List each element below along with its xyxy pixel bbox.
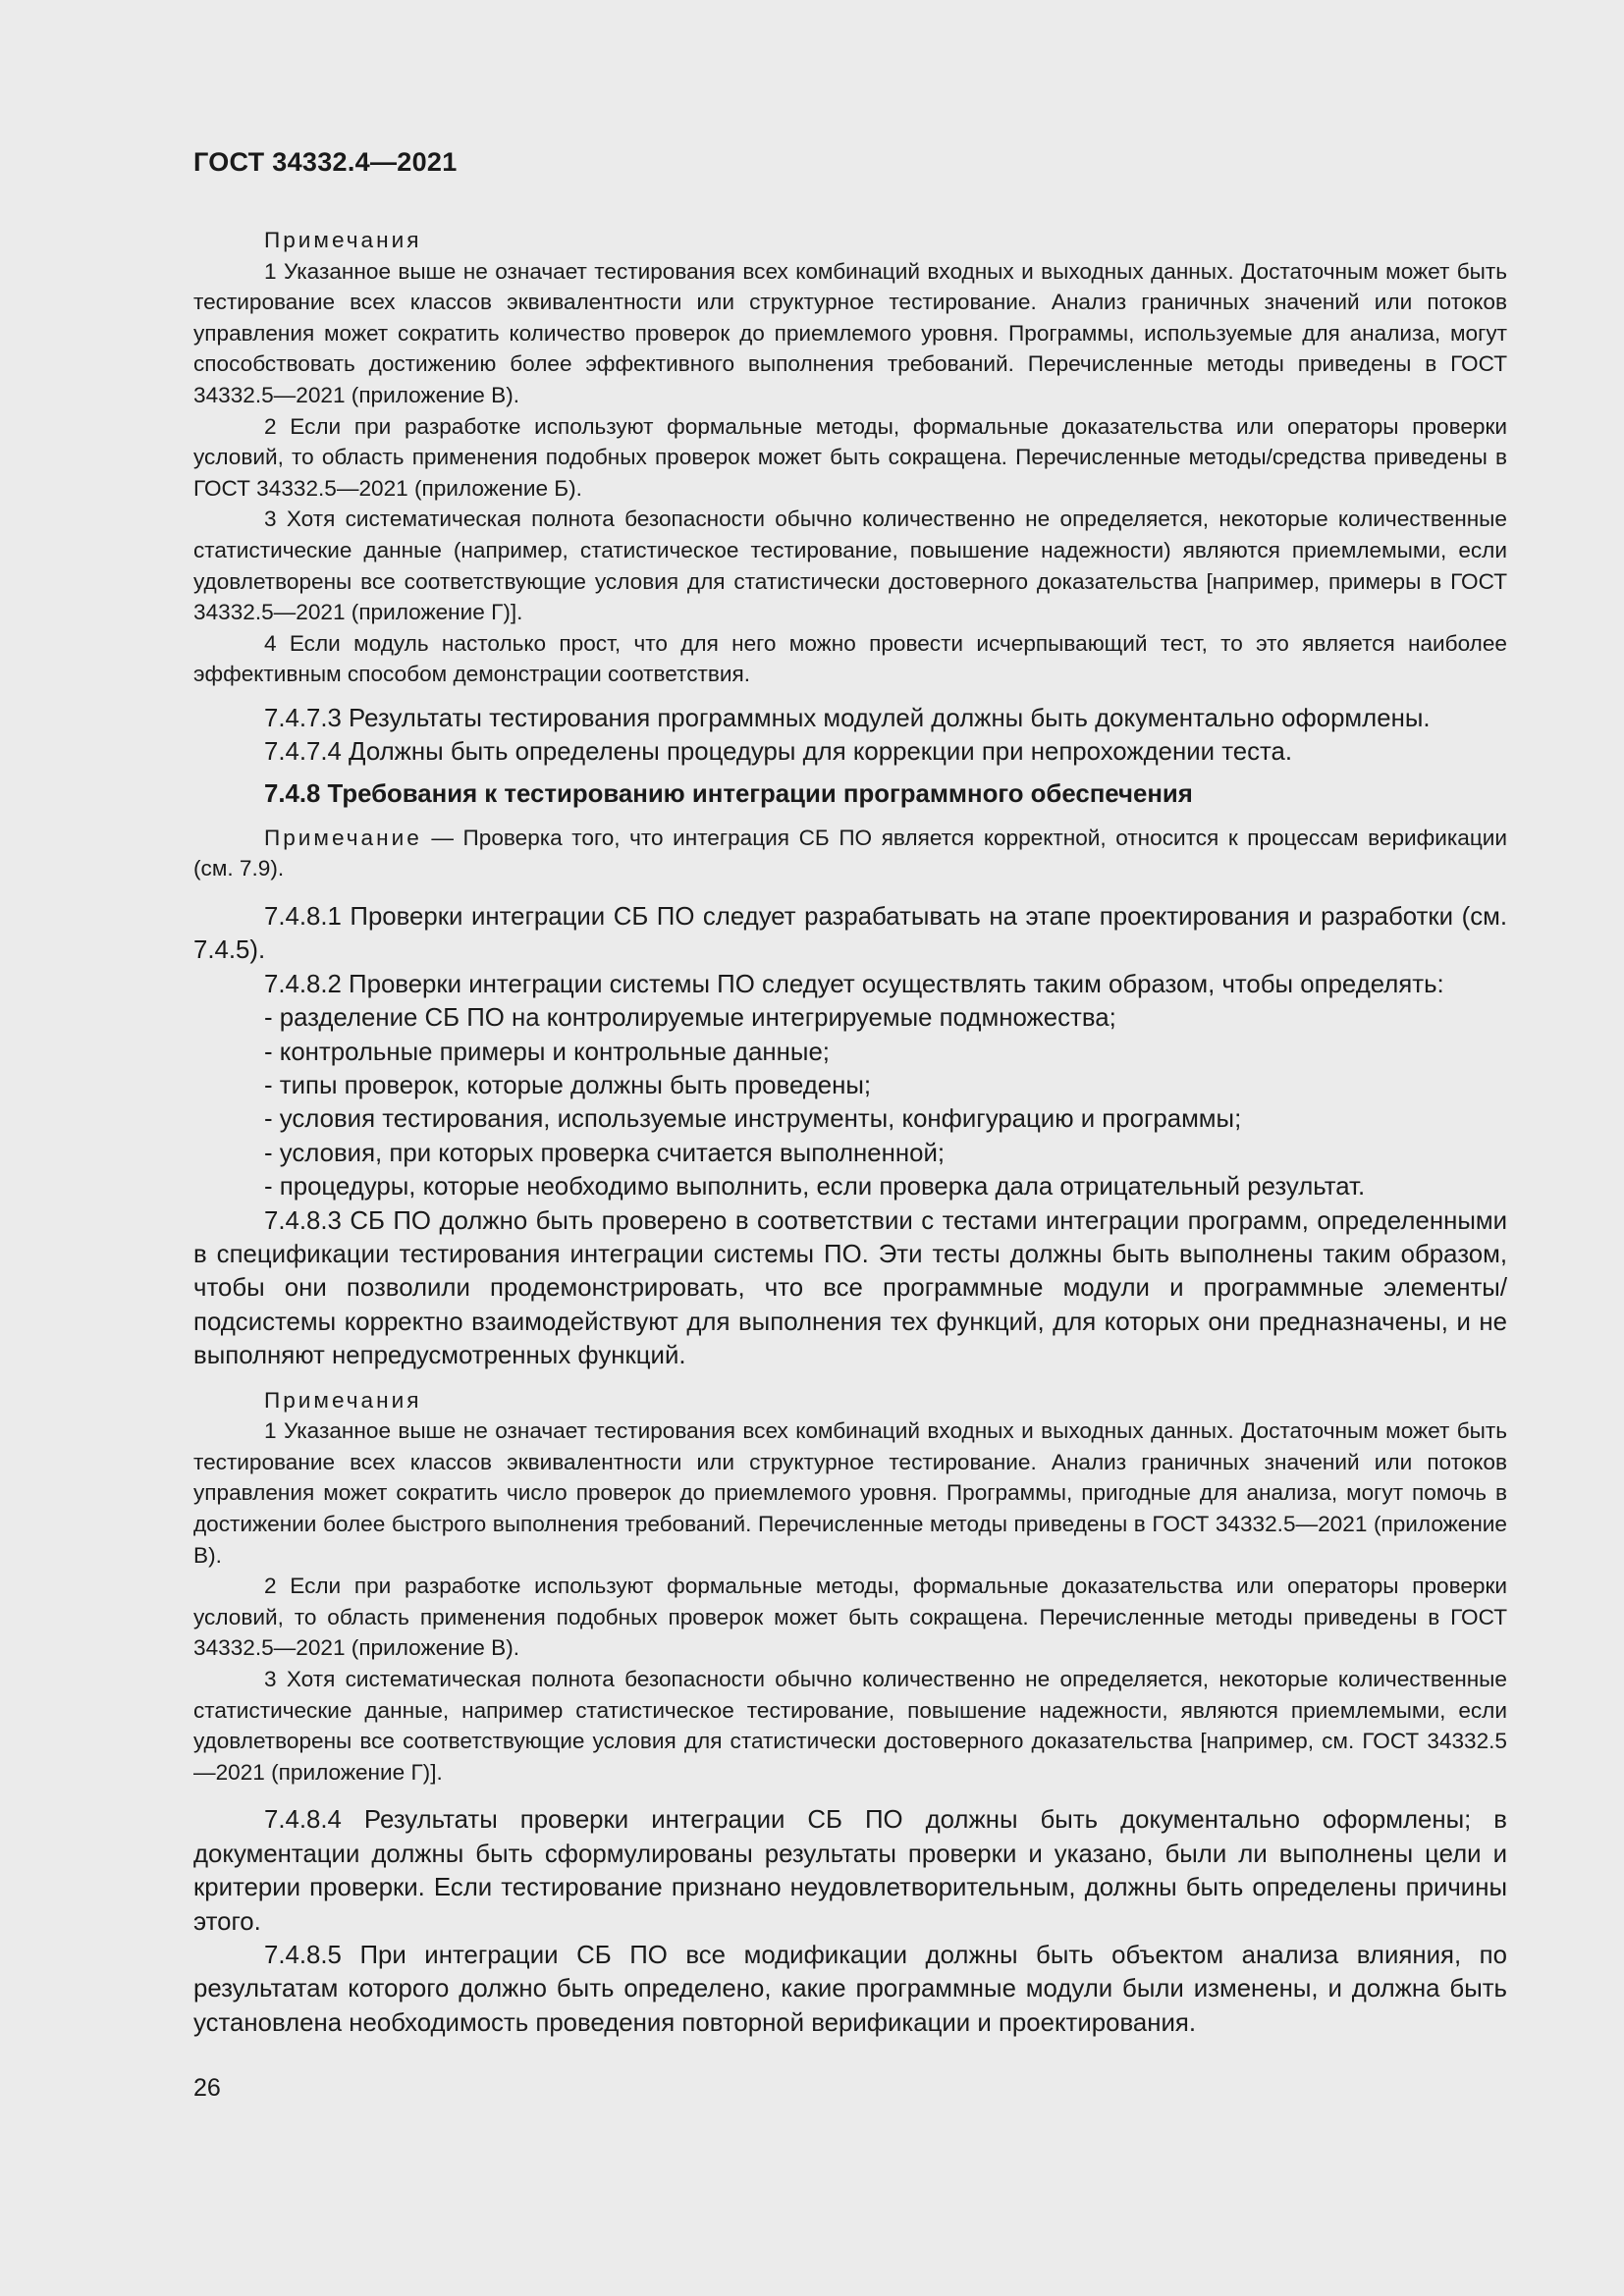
list-item: - процедуры, которые необходимо выполнить, если проверка дала отрицательный результат.	[264, 1173, 1366, 1201]
paragraph: 7.4.8.3 СБ ПО должно быть проверено в соответствии с тестами интеграции программ, определенными в спецификации тестирования интеграции системы ПО. Эти тесты должны быть выполнены таким образом, чтобы они позволили продемонстрировать, что все программные модули и программные элементы/подсистемы корректно взаимодействуют для выполнения тех функций, для которых они предназначены, и не выполняют непредусмотренных функций.	[193, 1206, 1507, 1370]
note-item: 2 Если при разработке используют формальные методы, формальные доказательства или операторы проверки условий, то область применения подобных проверок может быть сокращена. Перечисленные методы/средства приведены в ГОСТ 34332.5—2021 (приложение Б).	[193, 413, 1507, 501]
page-content	[193, 225, 1507, 2040]
list-item: - условия тестирования, используемые инструменты, конфигурацию и программы;	[264, 1105, 1242, 1134]
paragraph: 7.4.8.1 Проверки интеграции СБ ПО следует разрабатывать на этапе проектирования и разработки (см. 7.4.5).	[193, 902, 1507, 965]
paragraphs-final	[193, 1803, 1507, 2040]
note-item: 1 Указанное выше не означает тестирования всех комбинаций входных и выходных данных. Достаточным может быть тестирование всех классов эквивалентности или структурное тестирование. Анализ граничных значений или потоков управления может сократить число проверок до приемлемого уровня. Программы, пригодные для анализа, могут помочь в достижении более быстрого выполнения требований. Перечисленные методы приведены в ГОСТ 34332.5—2021 (приложение В).	[193, 1418, 1507, 1568]
note-item: 4 Если модуль настолько прост, что для него можно провести исчерпывающий тест, то это является наиболее эффективным способом демонстрации соответствия.	[193, 630, 1507, 687]
list-item: - разделение СБ ПО на контролируемые интегрируемые подмножества;	[264, 1004, 1116, 1033]
single-note	[193, 823, 1507, 884]
list-item: - типы проверок, которые должны быть проведены;	[264, 1071, 872, 1099]
paragraph: 7.4.8.5 При интеграции СБ ПО все модификации должны быть объектом анализа влияния, по результатам которого должно быть определено, какие программные модули были изменены, и должна быть установлена необходимость проведения повторной верификации и проектирования.	[193, 1941, 1507, 2037]
note-text: — Проверка того, что интеграция СБ ПО является корректной, относится к процессам верификации (см. 7.9).	[193, 825, 1507, 881]
paragraphs-7-4-7	[193, 702, 1507, 770]
page-number: 26	[193, 2074, 221, 2102]
notes-block-1	[193, 225, 1507, 690]
paragraph: 7.4.7.3 Результаты тестирования программных модулей должны быть документально оформлены.	[264, 704, 1431, 732]
notes-title: Примечания	[264, 1387, 422, 1413]
note-item: 2 Если при разработке используют формальные методы, формальные доказательства или операторы проверки условий, то область применения подобных проверок может быть сокращена. Перечисленные методы приведены в ГОСТ 34332.5—2021 (приложение В).	[193, 1574, 1507, 1661]
document-header: ГОСТ 34332.4—2021	[193, 147, 458, 177]
section-heading: 7.4.8 Требования к тестированию интеграции программного обеспечения	[264, 779, 1193, 808]
list-item: - условия, при которых проверка считается выполненной;	[264, 1139, 946, 1167]
note-item: 1 Указанное выше не означает тестирования всех комбинаций входных и выходных данных. Достаточным может быть тестирование всех классов эквивалентности или структурное тестирование. Анализ граничных значений или потоков управления может сократить количество проверок до приемлемого уровня. Программы, используемые для анализа, могут способствовать достижению более эффективного выполнения требований. Перечисленные методы приведены в ГОСТ 34332.5—2021 (приложение В).	[193, 258, 1507, 407]
paragraph: 7.4.8.4 Результаты проверки интеграции СБ ПО должны быть документально оформлены; в документации должны быть сформулированы результаты проверки и указано, были ли выполнены цели и критерии проверки. Если тестирование признано неудовлетворительным, должны быть определены причины этого.	[193, 1806, 1507, 1936]
paragraph: 7.4.8.2 Проверки интеграции системы ПО следует осуществлять таким образом, чтобы определять:	[264, 970, 1444, 998]
note-label: Примечание	[264, 825, 422, 850]
paragraphs-7-4-8	[193, 900, 1507, 1373]
notes-block-2	[193, 1385, 1507, 1789]
note-item: 3 Хотя систематическая полнота безопасности обычно количественно не определяется, некоторые количественные статистические данные (например, статистическое тестирование, повышение надежности) являются приемлемыми, если удовлетворены все соответствующие условия для статистически достоверного доказательства [например, примеры в ГОСТ 34332.5—2021 (приложение Г)].	[193, 507, 1507, 625]
list-item: - контрольные примеры и контрольные данные;	[264, 1038, 830, 1066]
paragraph: 7.4.7.4 Должны быть определены процедуры для коррекции при непрохождении теста.	[264, 738, 1293, 767]
notes-title: Примечания	[264, 228, 422, 252]
note-item: 3 Хотя систематическая полнота безопасности обычно количественно не определяется, некоторые количественные статистические данные, например статистическое тестирование, повышение надежности, являются приемлемыми, если удовлетворены все соответствующие условия для статистически достоверного доказательства [например, см. ГОСТ 34332.5—2021 (приложение Г)].	[193, 1666, 1507, 1785]
